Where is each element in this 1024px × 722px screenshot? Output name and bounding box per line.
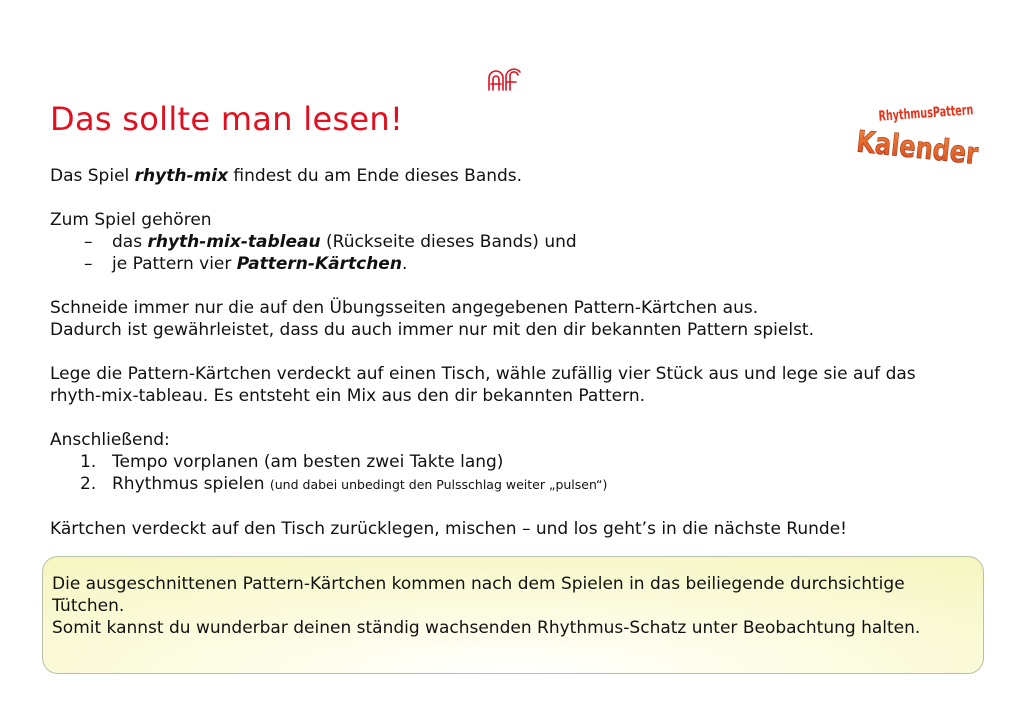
brand-bottom-text: Kalender bbox=[854, 124, 1010, 176]
af-logo-icon bbox=[486, 66, 522, 92]
list-item: – das rhyth-mix-tableau (Rückseite dieses Bands) und bbox=[50, 231, 1000, 253]
list-item: 2. Rhythmus spielen (und dabei unbedingt den Pulsschlag weiter „pulsen“) bbox=[80, 474, 608, 494]
note-box bbox=[42, 556, 984, 674]
final-paragraph: Kärtchen verdeckt auf den Tisch zurücklegen, mischen – und los geht’s in die nächste Runde! bbox=[50, 519, 847, 539]
game-name: rhyth-mix bbox=[134, 166, 229, 186]
parts-heading: Zum Spiel gehören bbox=[50, 210, 212, 230]
rhythmus-pattern-kalender-logo bbox=[852, 96, 1018, 176]
page-title: Das sollte man lesen! bbox=[50, 100, 404, 138]
parts-list bbox=[50, 231, 1000, 275]
note-text: Die ausgeschnittenen Pattern-Kärtchen kommen nach dem Spielen in das beiliegende durchsichtige Tütchen. Somit kannst du wunderbar deinen ständig wachsenden Rhythmus-Schatz unter Beobachtung halten. bbox=[52, 574, 921, 638]
list-item: 1. Tempo vorplanen (am besten zwei Takte lang) bbox=[80, 452, 504, 472]
brand-top-text: RhythmusPattern bbox=[878, 99, 1018, 125]
list-item: – je Pattern vier Pattern-Kärtchen. bbox=[50, 253, 1000, 275]
step-note: (und dabei unbedingt den Pulsschlag weiter „pulsen“) bbox=[269, 477, 608, 492]
lay-paragraph: Lege die Pattern-Kärtchen verdeckt auf einen Tisch, wähle zufällig vier Stück aus und lege sie auf das rhyth-mix-tableau. Es entsteht ein Mix aus den dir bekannten Pattern. bbox=[50, 364, 916, 406]
cut-paragraph: Schneide immer nur die auf den Übungsseiten angegebenen Pattern-Kärtchen aus. Dadurch ist gewährleistet, dass du auch immer nur mit den dir bekannten Pattern spielst. bbox=[50, 298, 815, 340]
intro-paragraph: Das Spiel rhyth-mix findest du am Ende dieses Bands. bbox=[50, 166, 523, 186]
steps-list bbox=[50, 451, 1000, 496]
instructions bbox=[50, 165, 1000, 540]
then-heading: Anschließend: bbox=[50, 430, 170, 450]
